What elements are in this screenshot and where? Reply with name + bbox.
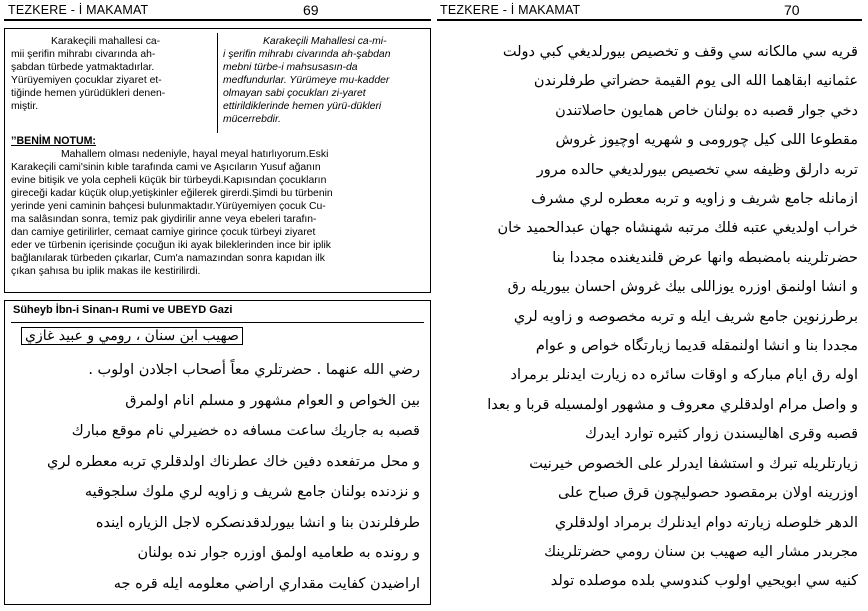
italic-column xyxy=(223,35,429,126)
right-arabic-text xyxy=(446,38,858,597)
arabic-line: مجددا بنا و انشا اولنمقله قديما زيارتگاه خواص و عوام xyxy=(535,338,858,355)
arabic-line: دخي جوار قصبه ده بولنان خاص همايون حاصلاتندن xyxy=(555,102,858,119)
arabic-line: كنيه سي ابويحيي اولوب كندوسي بلده موصلده تولد xyxy=(550,573,858,590)
left-text-box xyxy=(4,28,431,293)
turkish-line: tiğinde hemen yürüdükleri denen- xyxy=(11,88,166,99)
turkish-line: Karakeçili mahallesi ca- xyxy=(51,36,161,47)
note-heading-text: BENİM NOTUM: xyxy=(16,135,96,147)
arabic-line: قصبه وقرى اهاليسندن زوار كثيره توارد ايدرك xyxy=(585,426,858,443)
right-header-rule xyxy=(437,19,862,21)
arabic-line: مقطوعا اللى كيل چورومى و شهريه اوچيوز غروش xyxy=(555,132,858,149)
arabic-line: بين الخواص و العوام مشهور و مسلم انام اولمرق xyxy=(125,392,420,409)
arabic-line: طرفلرندن بنا و انشا بيورلدقدنصكره لاجل الزياره اينده xyxy=(95,514,420,531)
arabic-line: برطرزنوين جامع شريف ايله و تربه مخصوصه و زاويه لري xyxy=(513,308,858,325)
lower-heading: Süheyb İbn-i Sinan-ı Rumi ve UBEYD Gazi xyxy=(13,304,233,316)
note-line: evine bitişik ve yola cepheli küçük bir türbeydi.Kapısından çocukların xyxy=(11,175,327,186)
arabic-line: زيارتلريله تبرك و استشفا ايدرلر على الخصوص خيرنيت xyxy=(529,455,858,472)
note-line: ma salâsından sonra, temiz pak giydirilir anne veya ebeleri tarafın- xyxy=(11,214,317,225)
heading-rule xyxy=(11,322,424,323)
note-line: Mahallem olması nedeniyle, hayal meyal hatırlıyorum.Eski xyxy=(61,149,329,160)
italic-line: mücerrebdir. xyxy=(223,114,281,125)
turkish-column xyxy=(11,35,211,113)
note-line: eder ve türbenin içerisinde çocuğun iki ayak bileklerinden ince bir iplik xyxy=(11,240,331,251)
note-heading xyxy=(11,135,425,148)
arabic-line: و واصل مرام اولدقلري معروف و مشهور اولمسيله قربا و بعدا xyxy=(487,396,858,413)
arabic-line: ازمانله جامع شريف و زاويه و تربه معطره لري مشرف xyxy=(531,191,858,208)
italic-line: medfundurlar. Yürümeye mu-kadder xyxy=(223,75,390,86)
arabic-line: و رونده به طعاميه اولمق اوزره جوار نده بولنان xyxy=(137,545,420,561)
arabic-line: تربه دارلق وظيفه سي تخصيص بيورلديغي حالده مرور xyxy=(536,161,858,178)
arabic-line: اوله رق ايام مباركه و اوقات سائره ده زيارت ايدنلر برمراد xyxy=(510,367,858,384)
italic-line: i şerifin mihrabı civarında ah-şabdan xyxy=(223,49,391,60)
note-line: bağlanılarak türbeden çıkarlar, Cum'a namazından sonra kapıdan ilk xyxy=(11,253,325,264)
arabic-line: اراضيدن كفايت مقداري اراضي معلومه ايله قره جه xyxy=(113,575,420,592)
arabic-line: مجربدر مشار اليه صهيب بن سنان رومي حضرتلرينك xyxy=(544,543,858,560)
note-line: dan camiye getirilirler, cemaat camiye girince çocuk türbeyi ziyaret xyxy=(11,227,316,238)
left-arabic-text xyxy=(15,355,420,599)
italic-line: olmayan sabi çocukları zi-yaret xyxy=(223,88,366,99)
italic-line: ettirildiklerinde hemen yürü-dükleri xyxy=(223,101,382,112)
column-divider xyxy=(217,33,218,133)
italic-line: Karakeçili Mahallesi ca-mi- xyxy=(263,36,387,47)
note-line: yerinde yeni caminin bahçesi bulunmaktadır.Yürüyemiyen çocuk Cu- xyxy=(11,201,326,212)
right-page-number: 70 xyxy=(784,2,800,18)
turkish-line: miştir. xyxy=(11,101,39,112)
note-line: gireceği kadar küçük olup,yetişkinler eğilerek girerdi.Şimdi bu türbenin xyxy=(11,188,333,199)
arabic-line: و انشا اولنمق اوزره يوزاللى بيك غروش احسان بيوريله رق xyxy=(507,279,858,296)
arabic-line: رضي الله عنهما . حضرتلري معاً أصحاب اجلادن اولوب . xyxy=(88,362,420,378)
arabic-line: الدهر خلوصله زيارته دوام ايدنلرك برمراد اولدقلري xyxy=(554,514,858,531)
turkish-line: şabdan türbede yatmaktadırlar. xyxy=(11,62,155,73)
note-line: çıkan şahısa bu iplik makas ile kestirilirdi. xyxy=(11,266,201,277)
arabic-line: و محل مرتفعده دفين خاك عطرناك اولدقلري تربه معطره لري xyxy=(46,453,420,470)
arabic-line: حضرتلرينه بامضبطه وانها عرض قلنديغنده مجددا بنا xyxy=(552,249,858,266)
arabic-line: قريه سي مالكانه سي وقف و تخصيص بيورلديغي كبي دولت xyxy=(502,44,858,60)
arabic-line: قصبه به جاريك ساعت مسافه ده خضيرلي نام موقع مبارك xyxy=(71,423,420,439)
turkish-line: Yürüyemiyen çocuklar ziyaret et- xyxy=(11,75,162,86)
left-header-rule xyxy=(4,19,431,21)
italic-line: mebni türbe-i mahsusasın-da xyxy=(223,62,358,73)
note-quote: ’’ xyxy=(11,135,17,147)
arabic-line: خراب اولديغي عتبه فلك مرتبه شهنشاه جهان عبدالحميد خان xyxy=(497,220,858,237)
arabic-line: اوزرينه اولان برمقصود حصوليچون قرق صباح على xyxy=(558,485,858,502)
turkish-line: mii şerifin mihrabı civarında ah- xyxy=(11,49,156,60)
title-stamp xyxy=(21,327,243,345)
left-arabic-box xyxy=(4,300,431,605)
title-stamp-text: صهيب ابن سنان ، رومي و عبيد غازي xyxy=(21,327,243,345)
arabic-line: عثمانيه ابقاهما الله الى يوم القيمة حضراتي طرفلرندن xyxy=(533,73,858,90)
left-page-number: 69 xyxy=(303,2,319,18)
right-header-title: TEZKERE - İ MAKAMAT xyxy=(440,3,581,17)
left-header-title: TEZKERE - İ MAKAMAT xyxy=(8,3,149,17)
arabic-line: و نزدنده بولنان جامع شريف و زاويه لري ملوك سلجوقيه xyxy=(84,484,420,500)
note-line: Karakeçili cami'sinin kıble tarafında cami ve Aşıcıların Yusuf ağanın xyxy=(11,162,321,173)
note-section xyxy=(11,135,425,278)
